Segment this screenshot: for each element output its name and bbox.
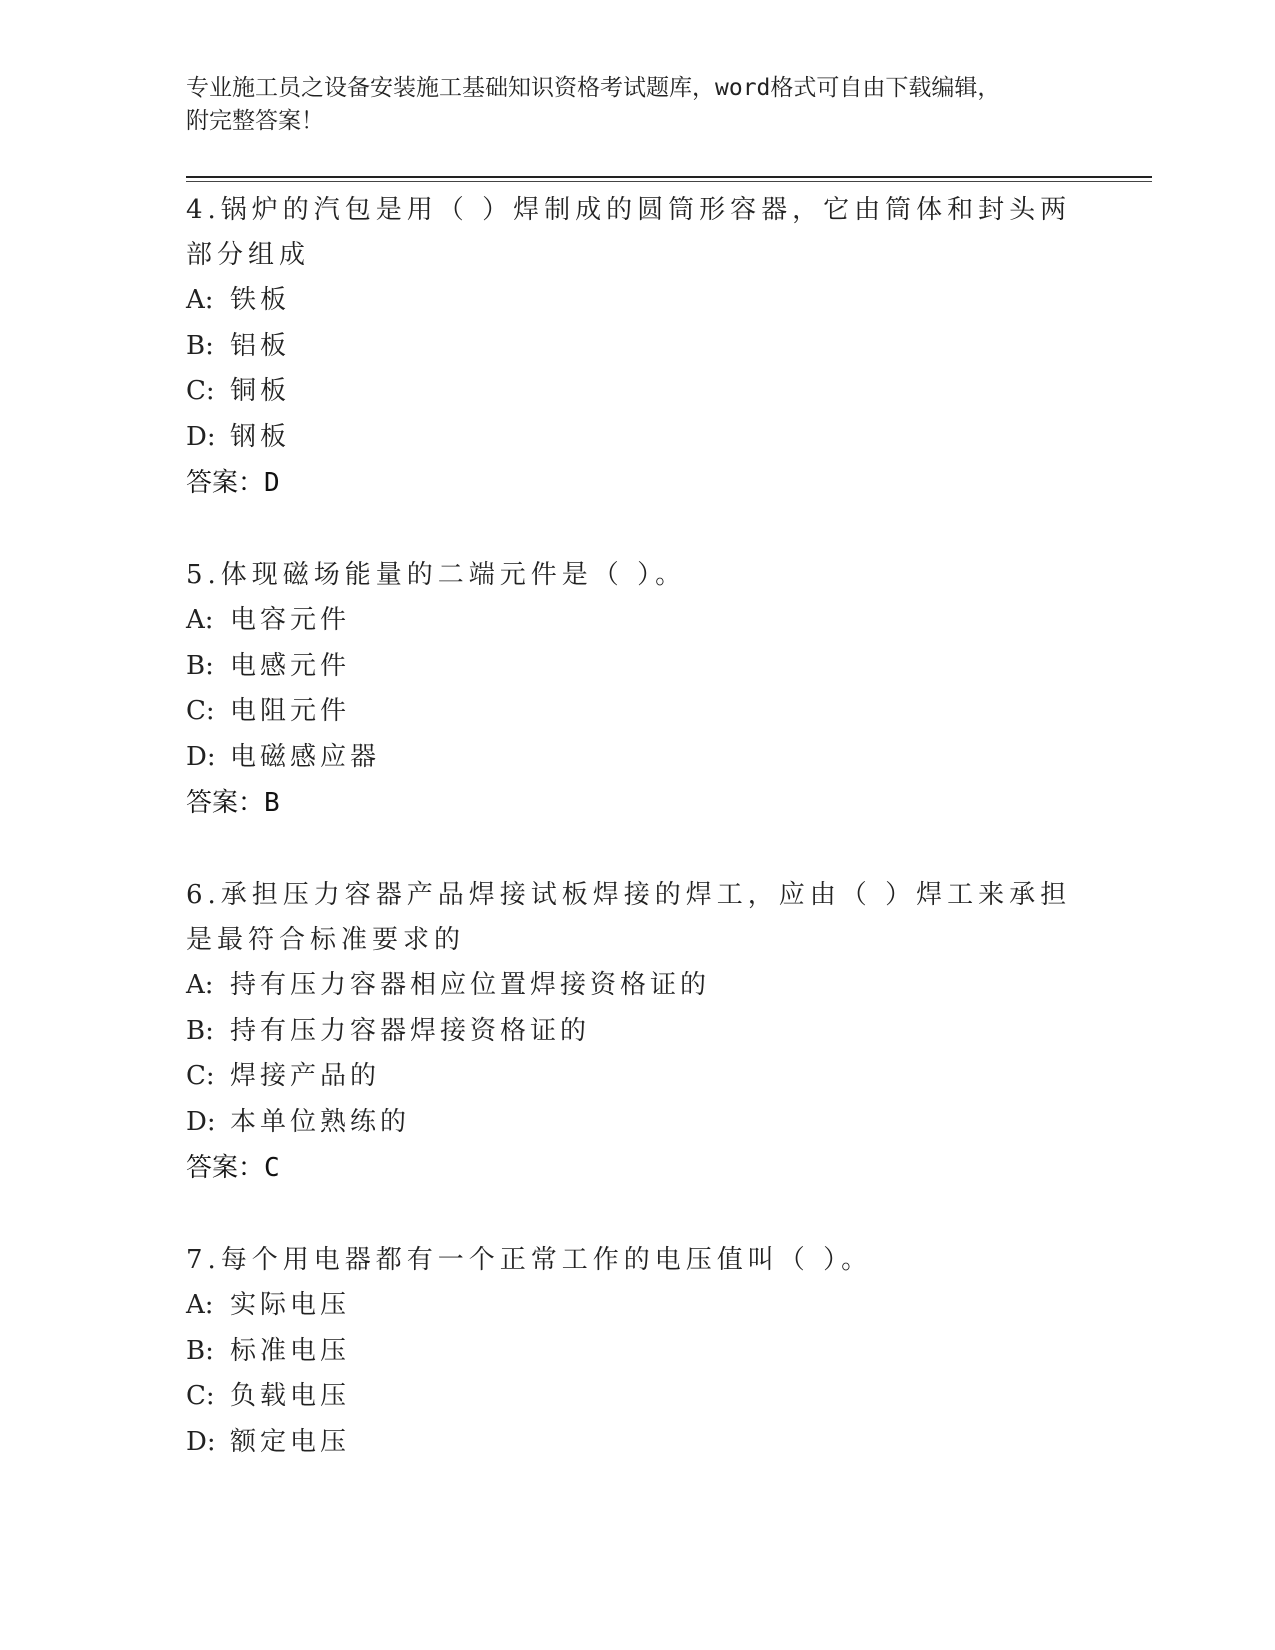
option-a bbox=[186, 598, 1152, 644]
option-text: 铜板 bbox=[230, 376, 291, 406]
option-text: 铁板 bbox=[230, 285, 291, 315]
option-label: A: bbox=[186, 970, 214, 1000]
option-c bbox=[186, 1374, 1152, 1420]
option-a bbox=[186, 963, 1152, 1009]
option-d bbox=[186, 1100, 1152, 1146]
option-text: 电感元件 bbox=[230, 650, 351, 681]
option-b bbox=[186, 324, 1152, 370]
option-b bbox=[186, 1009, 1152, 1055]
option-text: 钢板 bbox=[230, 421, 291, 452]
option-text: 额定电压 bbox=[230, 1426, 351, 1457]
option-label: C: bbox=[186, 1381, 215, 1411]
option-label: B: bbox=[186, 1015, 214, 1046]
question-list bbox=[186, 188, 1152, 1512]
option-d bbox=[186, 1420, 1152, 1466]
header-divider-thin bbox=[186, 181, 1152, 182]
document-header bbox=[186, 72, 1086, 138]
option-label: D: bbox=[186, 421, 216, 452]
option-text: 持有压力容器焊接资格证的 bbox=[230, 1015, 591, 1046]
option-label: D: bbox=[186, 1426, 216, 1457]
option-c bbox=[186, 369, 1152, 415]
question-text: 6.承担压力容器产品焊接试板焊接的焊工，应由（ ）焊工来承担是最符合标准要求的 bbox=[186, 880, 1072, 955]
option-text: 铝板 bbox=[230, 330, 291, 361]
answer-label: 答案： bbox=[186, 468, 265, 498]
option-text: 负载电压 bbox=[230, 1381, 351, 1411]
option-text: 电阻元件 bbox=[230, 696, 351, 726]
header-line-2: 附完整答案！ bbox=[186, 108, 324, 134]
option-text: 电磁感应器 bbox=[230, 741, 381, 772]
question-text: 7.每个用电器都有一个正常工作的电压值叫（ ）。 bbox=[186, 1245, 873, 1275]
answer-label: 答案： bbox=[186, 788, 265, 818]
option-a bbox=[186, 278, 1152, 324]
answer-line bbox=[186, 780, 1152, 826]
option-text: 标准电压 bbox=[230, 1335, 351, 1366]
option-label: D: bbox=[186, 1106, 216, 1137]
option-b bbox=[186, 1329, 1152, 1375]
option-text: 焊接产品的 bbox=[230, 1061, 381, 1091]
question-7 bbox=[186, 1238, 1152, 1465]
answer-line bbox=[186, 1145, 1152, 1191]
option-label: C: bbox=[186, 376, 215, 406]
question-4 bbox=[186, 188, 1152, 506]
answer-value: C bbox=[264, 1153, 280, 1183]
option-text: 实际电压 bbox=[230, 1290, 351, 1320]
option-label: B: bbox=[186, 1335, 214, 1366]
option-c bbox=[186, 689, 1152, 735]
option-text: 本单位熟练的 bbox=[230, 1106, 411, 1137]
option-label: A: bbox=[186, 605, 214, 635]
option-b bbox=[186, 644, 1152, 690]
question-5 bbox=[186, 553, 1152, 826]
option-label: A: bbox=[186, 1290, 214, 1320]
option-c bbox=[186, 1054, 1152, 1100]
option-label: A: bbox=[186, 285, 214, 315]
option-label: C: bbox=[186, 696, 215, 726]
option-text: 电容元件 bbox=[230, 605, 351, 635]
question-6 bbox=[186, 873, 1152, 1191]
option-d bbox=[186, 415, 1152, 461]
answer-label: 答案： bbox=[186, 1153, 265, 1183]
question-text: 4.锅炉的汽包是用（ ）焊制成的圆筒形容器，它由筒体和封头两部分组成 bbox=[186, 195, 1072, 270]
option-a bbox=[186, 1283, 1152, 1329]
option-label: D: bbox=[186, 741, 216, 772]
option-label: C: bbox=[186, 1061, 215, 1091]
option-label: B: bbox=[186, 330, 214, 361]
header-line-1: 专业施工员之设备安装施工基础知识资格考试题库，word格式可自由下载编辑， bbox=[186, 75, 1001, 101]
question-text: 5.体现磁场能量的二端元件是（ ）。 bbox=[186, 560, 687, 590]
option-text: 持有压力容器相应位置焊接资格证的 bbox=[230, 970, 711, 1000]
answer-line bbox=[186, 460, 1152, 506]
option-d bbox=[186, 735, 1152, 781]
option-label: B: bbox=[186, 650, 214, 681]
answer-value: D bbox=[264, 468, 280, 498]
answer-value: B bbox=[264, 788, 280, 818]
header-divider-thick bbox=[186, 176, 1152, 178]
